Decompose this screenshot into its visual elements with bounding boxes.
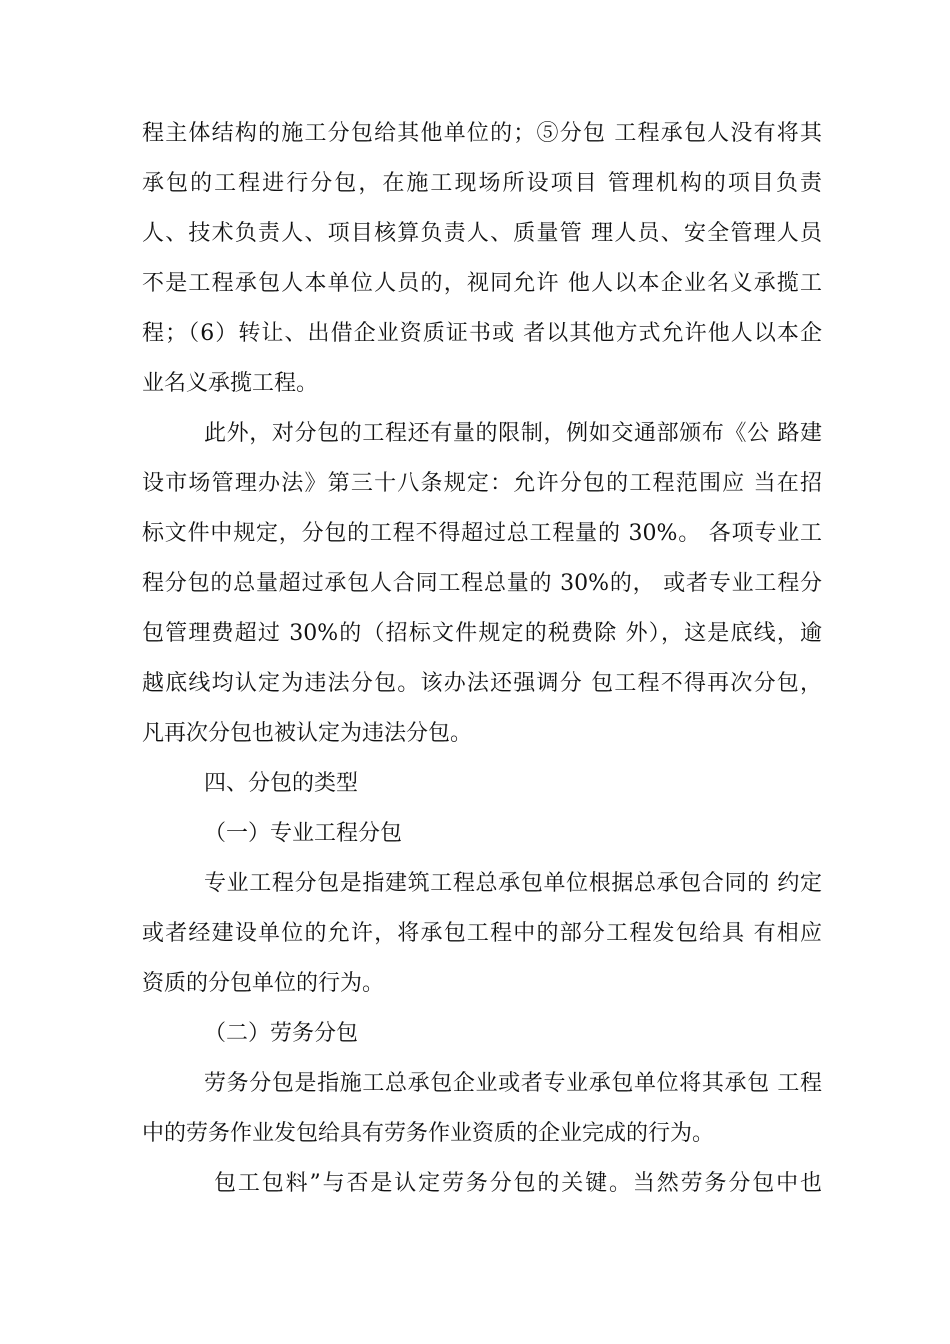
text-line-1: 程主体结构的施工分包给其他单位的；⑤分包 工程承包人没有将其 [142, 121, 822, 146]
text-line-7: 此外，对分包的工程还有量的限制，例如交通部颁布《公 路建 [204, 421, 822, 446]
text-line-13: 凡再次分包也被认定为违法分包。 [142, 721, 473, 746]
text-line-2: 承包的工程进行分包，在施工现场所设项目 管理机构的项目负责 [142, 171, 822, 196]
text-line-20: 劳务分包是指施工总承包企业或者专业承包单位将其承包 工程 [204, 1071, 822, 1096]
text-line-4: 不是工程承包人本单位人员的，视同允许 他人以本企业名义承揽工 [142, 271, 822, 296]
subsection-heading-2: （二）劳务分包 [204, 1021, 359, 1046]
text-line-8: 设市场管理办法》第三十八条规定：允许分包的工程范围应 当在招 [142, 471, 822, 496]
text-line-3: 人、技术负责人、项目核算负责人、质量管 理人员、安全管理人员 [142, 221, 822, 246]
text-line-18: 资质的分包单位的行为。 [142, 971, 385, 996]
text-line-16: 专业工程分包是指建筑工程总承包单位根据总承包合同的 约定 [204, 871, 822, 896]
text-line-9: 标文件中规定，分包的工程不得超过总工程量的 30%。 各项专业工 [142, 521, 822, 546]
text-line-11: 包管理费超过 30%的（招标文件规定的税费除 外），这是底线，逾 [142, 621, 822, 646]
section-heading: 四、分包的类型 [204, 771, 359, 796]
text-line-5: 程；（6）转让、出借企业资质证书或 者以其他方式允许他人以本企 [142, 321, 822, 346]
text-line-17: 或者经建设单位的允许，将承包工程中的部分工程发包给具 有相应 [142, 921, 822, 946]
subsection-heading-1: （一）专业工程分包 [204, 821, 403, 846]
text-line-22: 包工包料”与否是认定劳务分包的关键。当然劳务分包中也 [214, 1171, 822, 1196]
text-line-12: 越底线均认定为违法分包。该办法还强调分 包工程不得再次分包， [142, 671, 822, 696]
text-line-21: 中的劳务作业发包给具有劳务作业资质的企业完成的行为。 [142, 1121, 715, 1146]
text-line-10: 程分包的总量超过承包人合同工程总量的 30%的， 或者专业工程分 [142, 571, 822, 596]
text-line-6: 业名义承揽工程。 [142, 371, 319, 396]
